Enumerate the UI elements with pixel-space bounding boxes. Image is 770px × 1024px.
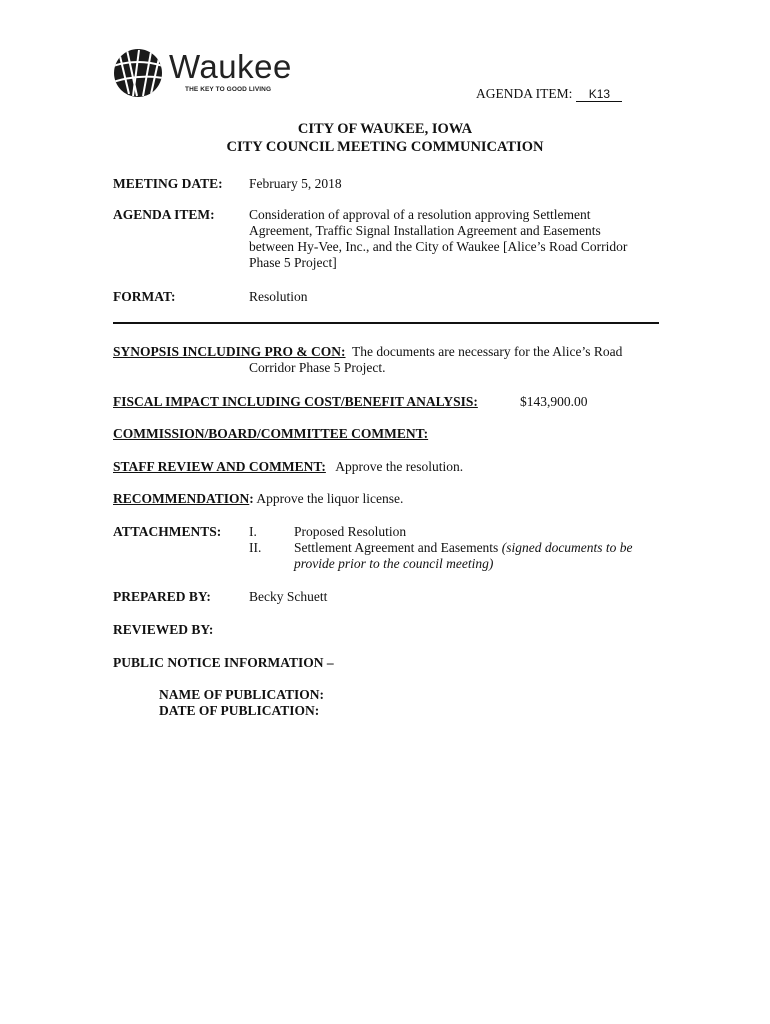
waukee-globe-icon [113,48,163,98]
attachment-text: Proposed Resolution [294,524,407,539]
heading-city: CITY OF WAUKEE, IOWA [297,121,473,137]
synopsis-text-cont: Corridor Phase 5 Project. [249,360,386,375]
recommendation-label: RECOMMENDATION [113,491,250,506]
recommendation-row [113,491,403,508]
agenda-item-line: Phase 5 Project] [249,255,337,270]
waukee-logo [113,46,293,100]
synopsis-label: SYNOPSIS INCLUDING PRO & CON: [113,344,346,359]
staff-review-row [113,459,463,476]
heading-communication: CITY COUNCIL MEETING COMMUNICATION [226,139,544,155]
recommendation-colon: : [249,491,254,506]
publication-date-label: DATE OF PUBLICATION: [159,703,320,718]
staff-review-label: STAFF REVIEW AND COMMENT: [113,459,326,474]
synopsis-text: The documents are necessary for the Alice’s Road [352,344,623,359]
agenda-item-header-label: AGENDA ITEM: [476,86,573,101]
agenda-item-line: Consideration of approval of a resolution approving Settlement [249,207,591,222]
synopsis-row [113,344,622,361]
attachment-number: II. [249,540,262,555]
public-notice-label: PUBLIC NOTICE INFORMATION – [113,655,334,670]
attachment-text [294,540,633,557]
publication-name-label: NAME OF PUBLICATION: [159,687,324,702]
attachments-label: ATTACHMENTS: [113,524,222,539]
prepared-by-value: Becky Schuett [249,589,328,604]
logo-tagline: THE KEY TO GOOD LIVING [185,86,272,93]
fiscal-impact-value: $143,900.00 [520,394,588,409]
meeting-date-label: MEETING DATE: [113,176,223,191]
recommendation-value: Approve the liquor license. [256,491,404,506]
attachment-number: I. [249,524,257,539]
attachment-title: Settlement Agreement and Easements [294,540,499,555]
meeting-date-value: February 5, 2018 [249,176,342,191]
fiscal-impact-label: FISCAL IMPACT INCLUDING COST/BENEFIT ANALYSIS: [113,394,478,409]
agenda-item-number: K13 [576,88,622,102]
staff-review-value: Approve the resolution. [335,459,464,474]
agenda-item-line: Agreement, Traffic Signal Installation Agreement and Easements [249,223,601,238]
format-label: FORMAT: [113,289,176,304]
format-value: Resolution [249,289,308,304]
attachment-note-cont: provide prior to the council meeting) [294,556,494,571]
reviewed-by-label: REVIEWED BY: [113,622,214,637]
agenda-item-line: between Hy-Vee, Inc., and the City of Waukee [Alice’s Road Corridor [249,239,628,254]
commission-comment-label: COMMISSION/BOARD/COMMITTEE COMMENT: [113,426,429,441]
attachment-note: (signed documents to be [501,540,633,555]
section-divider [113,322,659,324]
logo-wordmark: Waukee [169,48,292,85]
agenda-item-label: AGENDA ITEM: [113,207,215,222]
agenda-item-header [476,86,622,103]
prepared-by-label: PREPARED BY: [113,589,211,604]
